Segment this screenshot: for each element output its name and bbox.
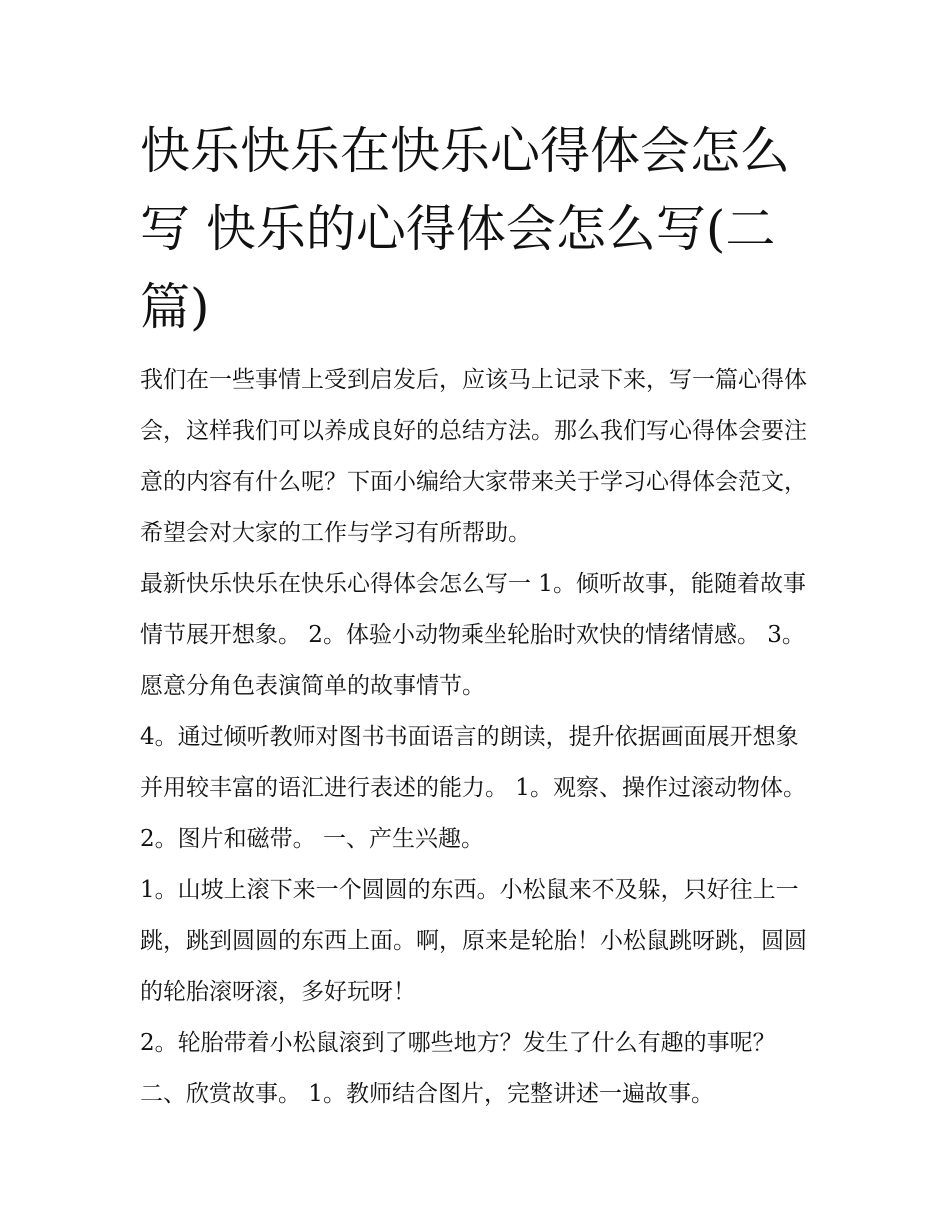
paragraph-intro: 我们在一些事情上受到启发后，应该马上记录下来，写一篇心得体会，这样我们可以养成良好的总结方法。那么我们写心得体会要注意的内容有什么呢？下面小编给大家带来关于学习心得体会范文，希望会对大家的工作与学习有所帮助。	[140, 367, 807, 546]
paragraph-goal-4: 4。通过倾听教师对图书书面语言的朗读，提升依据画面展开想象并用较丰富的语汇进行表述的能力。 1。观察、操作过滚动物体。 2。图片和磁带。 一、产生兴趣。	[140, 724, 806, 852]
paragraph-step-1: 1。山坡上滚下来一个圆圆的东西。小松鼠来不及躲，只好往上一跳，跳到圆圆的东西上面。啊，原来是轮胎！小松鼠跳呀跳，圆圆的轮胎滚呀滚，多好玩呀！	[140, 877, 807, 1005]
paragraph-step-2: 2。轮胎带着小松鼠滚到了哪些地方？发生了什么有趣的事呢？ 二、欣赏故事。 1。教师结合图片，完整讲述一遍故事。	[140, 1030, 776, 1107]
document-body	[140, 355, 818, 1120]
document-title: 快乐快乐在快乐心得体会怎么写 快乐的心得体会怎么写(二篇)	[140, 122, 790, 336]
paragraph-goals: 最新快乐快乐在快乐心得体会怎么写一 1。倾听故事，能随着故事情节展开想象。 2。体验小动物乘坐轮胎时欢快的情绪情感。 3。愿意分角色表演简单的故事情节。	[140, 571, 806, 699]
